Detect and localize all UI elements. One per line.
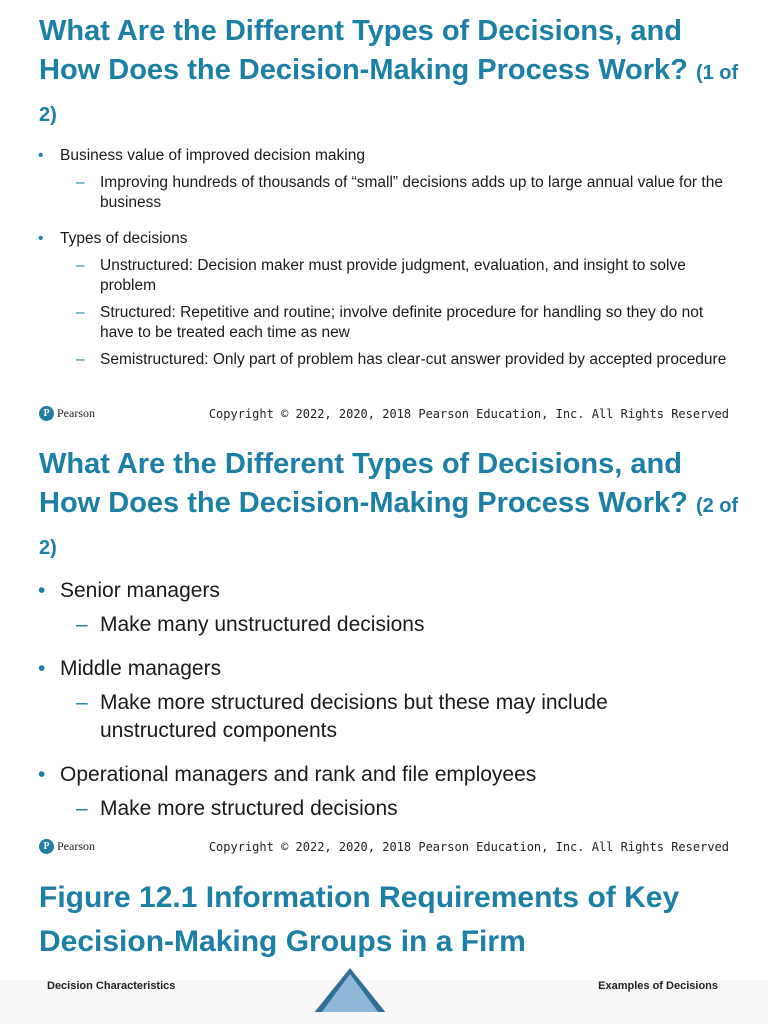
bullet-business-value [0, 146, 768, 166]
sub-bullet-operational [0, 795, 768, 823]
pearson-wordmark: Pearson [57, 406, 95, 420]
bullet-text: Business value of improved decision making [60, 147, 365, 164]
examples-of-decisions-header: Examples of Decisions [598, 980, 718, 992]
slide-1-title-main: What Are the Different Types of Decisions, and How Does the Decision-Making Process Work? [39, 15, 688, 86]
copyright-text: Copyright © 2022, 2020, 2018 Pearson Education, Inc. All Rights Reserved [208, 407, 729, 421]
sub-bullet-text: Make many unstructured decisions [100, 613, 425, 636]
slide-1-title-page: (1 of 2) [39, 62, 739, 126]
sub-bullet-middle [0, 689, 768, 745]
sub-bullet-text: Structured: Repetitive and routine; involve definite procedure for handling so they do not have to be treated each time as new [100, 304, 704, 341]
pearson-p-icon: P [39, 406, 54, 421]
bullet-text: Operational managers and rank and file employees [60, 763, 537, 786]
bullet-operational-managers [0, 761, 768, 789]
slide-1-footer [0, 406, 768, 426]
sub-bullet-structured [0, 303, 768, 343]
sub-bullet-semistructured [0, 350, 768, 370]
dash-marker: – [76, 797, 88, 820]
dash-marker: – [76, 174, 85, 191]
dash-marker: – [76, 304, 85, 321]
sub-bullet-text: Make more structured decisions [100, 797, 398, 820]
bullet-dot: • [38, 763, 46, 786]
dash-marker: – [76, 613, 88, 636]
pearson-wordmark: Pearson [57, 839, 95, 853]
bullet-dot: • [38, 147, 44, 164]
slide-2-title [39, 445, 739, 568]
slide-3-title: Figure 12.1 Information Requirements of Key Decision-Making Groups in a Firm [39, 881, 680, 958]
decision-pyramid [301, 968, 401, 1012]
sub-bullet-text: Make more structured decisions but these may include unstructured components [100, 691, 608, 742]
bullet-types-of-decisions [0, 229, 768, 249]
sub-bullet-text: Improving hundreds of thousands of “small” decisions adds up to large annual value for the business [100, 174, 723, 211]
sub-bullet-text: Semistructured: Only part of problem has clear-cut answer provided by accepted procedure [100, 351, 727, 368]
dash-marker: – [76, 257, 85, 274]
bullet-dot: • [38, 230, 44, 247]
slide-1-bullets [0, 146, 768, 370]
slide-2-bullets [0, 577, 768, 823]
sub-bullet-unstructured [0, 256, 768, 296]
sub-bullet-small-decisions [0, 173, 768, 213]
copyright-text: Copyright © 2022, 2020, 2018 Pearson Education, Inc. All Rights Reserved [208, 840, 729, 854]
figure-12-1 [0, 980, 768, 1024]
bullet-text: Middle managers [60, 657, 222, 680]
bullet-dot: • [38, 657, 46, 680]
decision-characteristics-header: Decision Characteristics [47, 980, 176, 992]
slide-2-title-page: (2 of 2) [39, 495, 739, 559]
bullet-text: Senior managers [60, 579, 220, 602]
slide-2-title-main: What Are the Different Types of Decisions, and How Does the Decision-Making Process Work? [39, 448, 688, 519]
bullet-senior-managers [0, 577, 768, 605]
pearson-logo [39, 839, 95, 854]
slide-1-title [39, 12, 739, 135]
bullet-middle-managers [0, 655, 768, 683]
dash-marker: – [76, 351, 85, 368]
dash-marker: – [76, 691, 88, 714]
bullet-dot: • [38, 579, 46, 602]
pearson-logo [39, 406, 95, 421]
pearson-p-icon: P [39, 839, 54, 854]
sub-bullet-text: Unstructured: Decision maker must provide judgment, evaluation, and insight to solve problem [100, 257, 686, 294]
slide-2-footer [0, 839, 768, 859]
bullet-text: Types of decisions [60, 230, 188, 247]
sub-bullet-senior [0, 611, 768, 639]
